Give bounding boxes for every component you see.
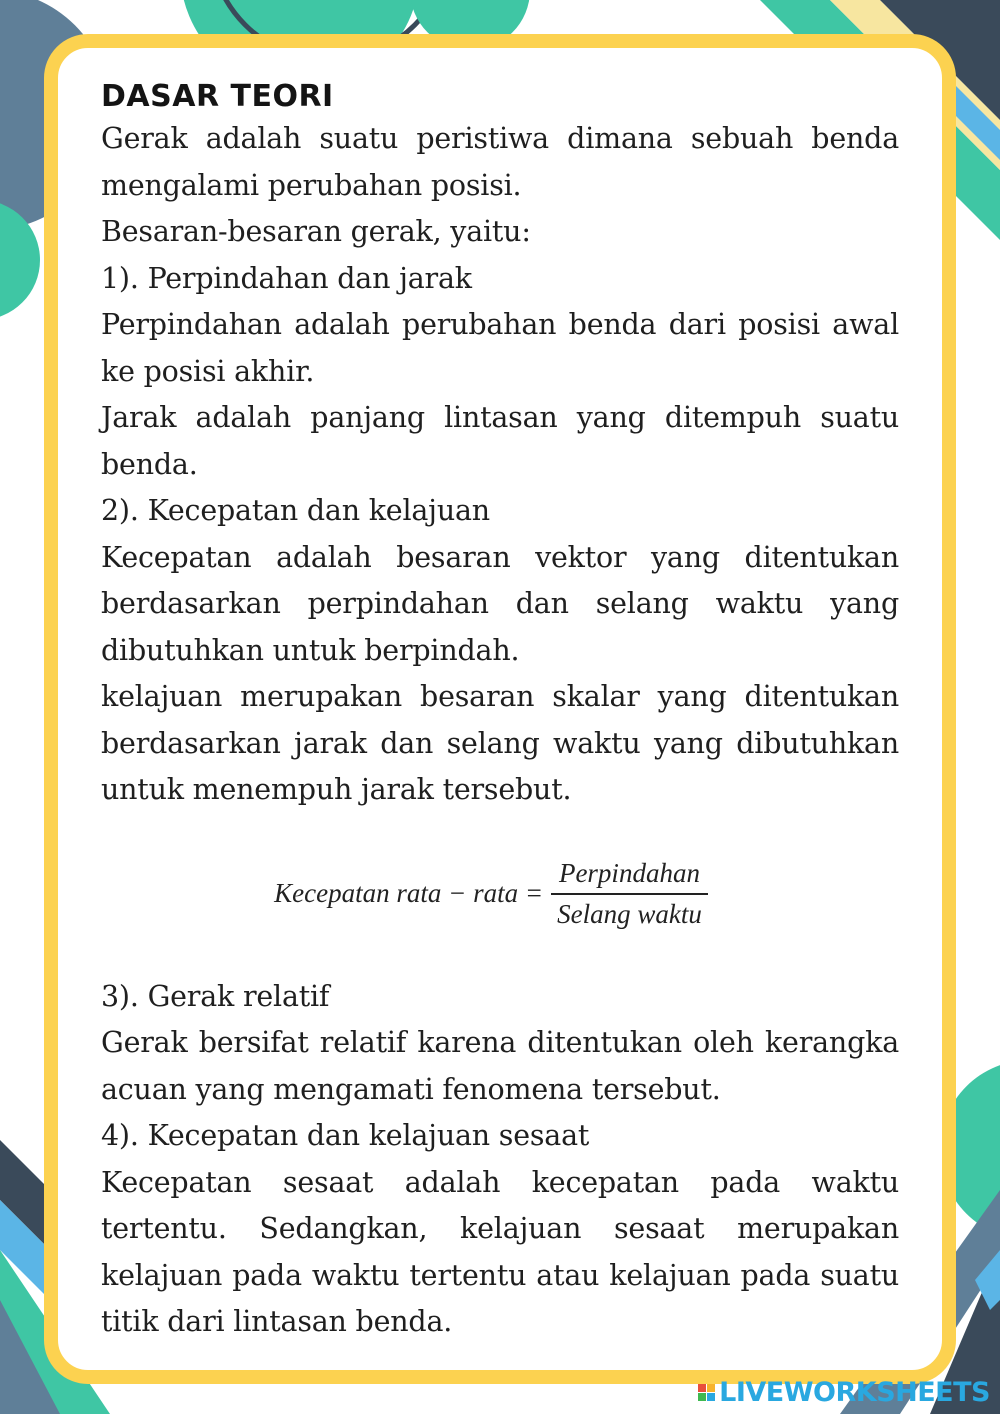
paragraph-gerak-relatif: Gerak bersifat relatif karena ditentukan oleh kerangka acuan yang mengamati fenomena tersebut. (101, 1026, 899, 1106)
subheading-3: 3). Gerak relatif (101, 979, 330, 1013)
paragraph-sesaat: Kecepatan sesaat adalah kecepatan pada waktu tertentu. Sedangkan, kelajuan sesaat merupakan kelajuan pada waktu tertentu atau kelajuan pada suatu titik dari lintasan benda. (101, 1165, 899, 1338)
section-heading: DASAR TEORI (101, 79, 334, 114)
liveworksheets-logo[interactable] (698, 1377, 990, 1408)
formula-fraction (551, 858, 708, 930)
paragraph-perpindahan: Perpindahan adalah perubahan benda dari posisi awal ke posisi akhir. (101, 308, 899, 388)
liveworksheets-logo-icon (698, 1384, 715, 1401)
formula-lhs: Kecepatan rata − rata = (274, 878, 544, 908)
formula-numerator: Perpindahan (558, 857, 700, 888)
document-body (101, 78, 899, 1346)
paragraph-kecepatan: Kecepatan adalah besaran vektor yang ditentukan berdasarkan perpindahan dan selang waktu yang dibutuhkan untuk berpindah. (101, 540, 899, 667)
paragraph-kelajuan: kelajuan merupakan besaran skalar yang ditentukan berdasarkan jarak dan selang waktu yang dibutuhkan untuk menempuh jarak tersebut. (101, 680, 899, 806)
paragraph-jarak: Jarak adalah panjang lintasan yang ditempuh suatu benda. (101, 401, 899, 481)
paragraph-list-intro: Besaran-besaran gerak, yaitu: (101, 215, 531, 248)
paragraph-intro: Gerak adalah suatu peristiwa dimana sebuah benda mengalami perubahan posisi. (101, 122, 899, 202)
formula-denominator: Selang waktu (557, 898, 702, 929)
logo-text: LIVEWORKSHEETS (719, 1377, 990, 1408)
subheading-4: 4). Kecepatan dan kelajuan sesaat (101, 1119, 590, 1152)
formula-average-velocity (83, 814, 899, 974)
subheading-1: 1). Perpindahan dan jarak (101, 261, 472, 295)
subheading-2: 2). Kecepatan dan kelajuan (101, 494, 490, 527)
